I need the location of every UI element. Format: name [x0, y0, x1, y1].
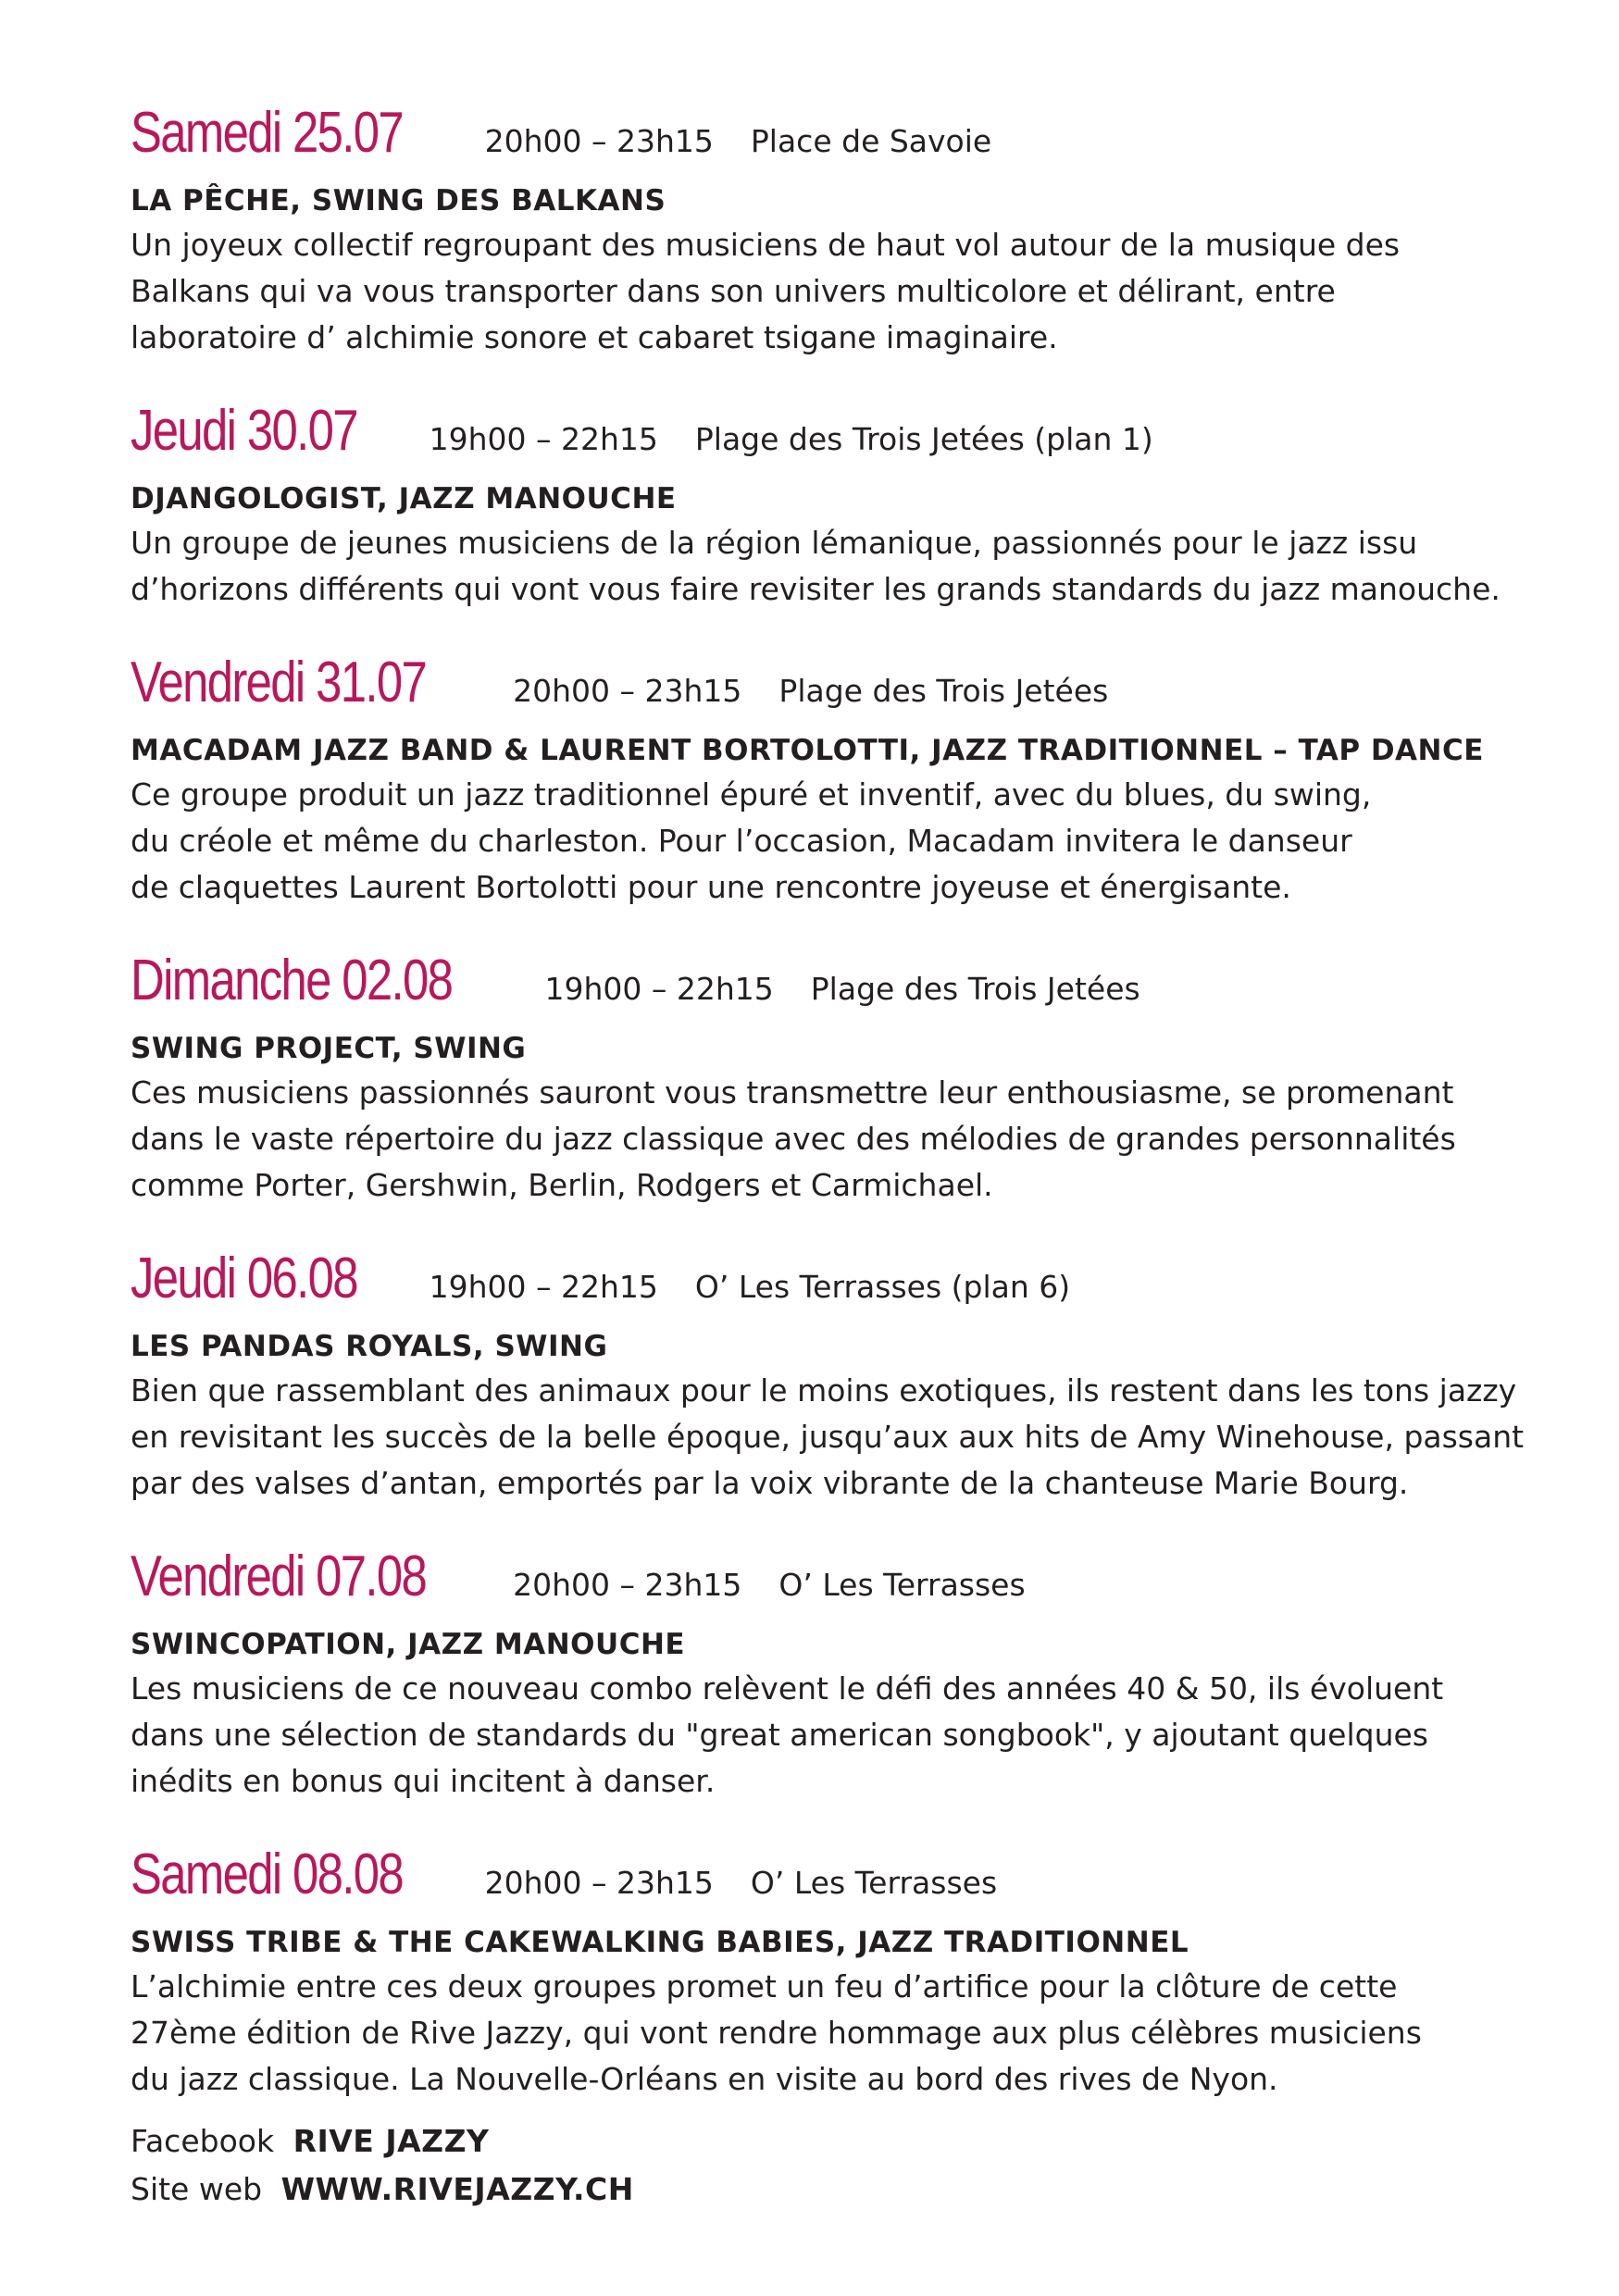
event-description: [131, 1666, 1519, 1805]
event-description-line: dans une sélection de standards du "great american songbook", y ajoutant quelques: [131, 1717, 1429, 1753]
event-place: O’ Les Terrasses: [750, 1865, 998, 1901]
event-description-line: Ce groupe produit un jazz traditionnel épuré et inventif, avec du blues, du swing,: [131, 776, 1372, 813]
event-description-line: dans le vaste répertoire du jazz classique avec des mélodies de grandes personnalités: [131, 1121, 1456, 1157]
event-title: MACADAM JAZZ BAND & LAURENT BORTOLOTTI, JAZZ TRADITIONNEL – TAP DANCE: [131, 734, 1484, 767]
event-item: [131, 1246, 1525, 1507]
event-description-line: 27ème édition de Rive Jazzy, qui vont rendre hommage aux plus célèbres musiciens: [131, 2015, 1422, 2051]
event-title: DJANGOLOGIST, JAZZ MANOUCHE: [131, 482, 677, 515]
event-title: SWING PROJECT, SWING: [131, 1032, 527, 1065]
event-item: [131, 1544, 1519, 1805]
event-date: Vendredi 07.08: [131, 1545, 427, 1608]
event-item: [131, 948, 1519, 1209]
event-list: [131, 100, 1525, 2140]
event-description-line: Ces musiciens passionnés sauront vous transmettre leur enthousiasme, se promenant: [131, 1074, 1454, 1111]
event-description-line: du jazz classique. La Nouvelle-Orléans en visite au bord des rives de Nyon.: [131, 2061, 1278, 2097]
event-place: Place de Savoie: [750, 123, 992, 159]
event-description: [131, 520, 1519, 613]
event-date: Dimanche 02.08: [131, 949, 453, 1012]
event-description-line: L’alchimie entre ces deux groupes promet un feu d’artifice pour la clôture de cette: [131, 1968, 1398, 2004]
event-header: [131, 398, 1519, 472]
event-header: [131, 1246, 1519, 1320]
event-time: 19h00 – 22h15: [429, 421, 658, 457]
event-header: [131, 1544, 1519, 1618]
event-description-line: Balkans qui va vous transporter dans son univers multicolore et délirant, entre: [131, 273, 1336, 309]
event-place: Plage des Trois Jetées: [778, 673, 1109, 709]
event-place: Plage des Trois Jetées (plan 1): [694, 421, 1153, 457]
event-time: 20h00 – 23h15: [513, 673, 742, 709]
event-item: [131, 100, 1519, 361]
event-header: [131, 650, 1519, 724]
event-description: [131, 1368, 1525, 1507]
contact-footer: [131, 2117, 634, 2214]
event-title: LES PANDAS ROYALS, SWING: [131, 1330, 608, 1363]
event-time: 20h00 – 23h15: [484, 123, 714, 159]
event-description-line: Un groupe de jeunes musiciens de la région lémanique, passionnés pour le jazz issu: [131, 525, 1418, 561]
event-place: O’ Les Terrasses (plan 6): [694, 1269, 1071, 1305]
event-description-line: par des valses d’antan, emportés par la voix vibrante de la chanteuse Marie Bourg.: [131, 1465, 1409, 1501]
event-description-line: du créole et même du charleston. Pour l’occasion, Macadam invitera le danseur: [131, 823, 1352, 859]
event-description: [131, 1070, 1519, 1209]
event-description-line: Bien que rassemblant des animaux pour le moins exotiques, ils restent dans les tons jazzy: [131, 1372, 1517, 1409]
facebook-line: [131, 2117, 634, 2166]
event-description-line: comme Porter, Gershwin, Berlin, Rodgers et Carmichael.: [131, 1167, 993, 1203]
event-date: Samedi 25.07: [131, 101, 404, 165]
event-item: [131, 650, 1519, 911]
event-item: [131, 1842, 1519, 2103]
event-header: [131, 100, 1519, 174]
website-link[interactable]: WWW.RIVEJAZZY.CH: [280, 2171, 634, 2207]
event-description: [131, 772, 1519, 911]
event-time: 20h00 – 23h15: [484, 1865, 714, 1901]
event-date: Jeudi 06.08: [131, 1247, 357, 1310]
event-description-line: de claquettes Laurent Bortolotti pour une rencontre joyeuse et énergisante.: [131, 869, 1291, 905]
facebook-label: Facebook: [131, 2123, 275, 2159]
event-item: [131, 398, 1519, 613]
event-description-line: en revisitant les succès de la belle époque, jusqu’aux aux hits de Amy Winehouse, passant: [131, 1419, 1525, 1455]
event-date: Vendredi 31.07: [131, 651, 427, 714]
event-description-line: laboratoire d’ alchimie sonore et cabaret tsigane imaginaire.: [131, 319, 1058, 355]
event-date: Jeudi 30.07: [131, 399, 357, 463]
event-place: O’ Les Terrasses: [778, 1567, 1026, 1603]
website-line: [131, 2166, 634, 2214]
event-time: 19h00 – 22h15: [429, 1269, 658, 1305]
event-description: [131, 222, 1519, 361]
event-time: 19h00 – 22h15: [544, 971, 774, 1007]
event-title: LA PÊCHE, SWING DES BALKANS: [131, 184, 666, 217]
event-description: [131, 1964, 1519, 2103]
event-place: Plage des Trois Jetées: [810, 971, 1140, 1007]
facebook-link[interactable]: RIVE JAZZY: [293, 2123, 490, 2159]
event-description-line: inédits en bonus qui incitent à danser.: [131, 1763, 716, 1799]
event-description-line: Les musiciens de ce nouveau combo relèvent le défi des années 40 & 50, ils évoluent: [131, 1670, 1444, 1706]
event-time: 20h00 – 23h15: [513, 1567, 742, 1603]
event-title: SWISS TRIBE & THE CAKEWALKING BABIES, JAZZ TRADITIONNEL: [131, 1926, 1189, 1959]
event-date: Samedi 08.08: [131, 1843, 404, 1906]
event-title: SWINCOPATION, JAZZ MANOUCHE: [131, 1628, 686, 1661]
event-description-line: Un joyeux collectif regroupant des musiciens de haut vol autour de la musique des: [131, 227, 1401, 263]
event-description-line: d’horizons différents qui vont vous faire revisiter les grands standards du jazz manouche.: [131, 571, 1501, 607]
event-header: [131, 1842, 1519, 1916]
event-header: [131, 948, 1519, 1022]
website-label: Site web: [131, 2171, 263, 2207]
